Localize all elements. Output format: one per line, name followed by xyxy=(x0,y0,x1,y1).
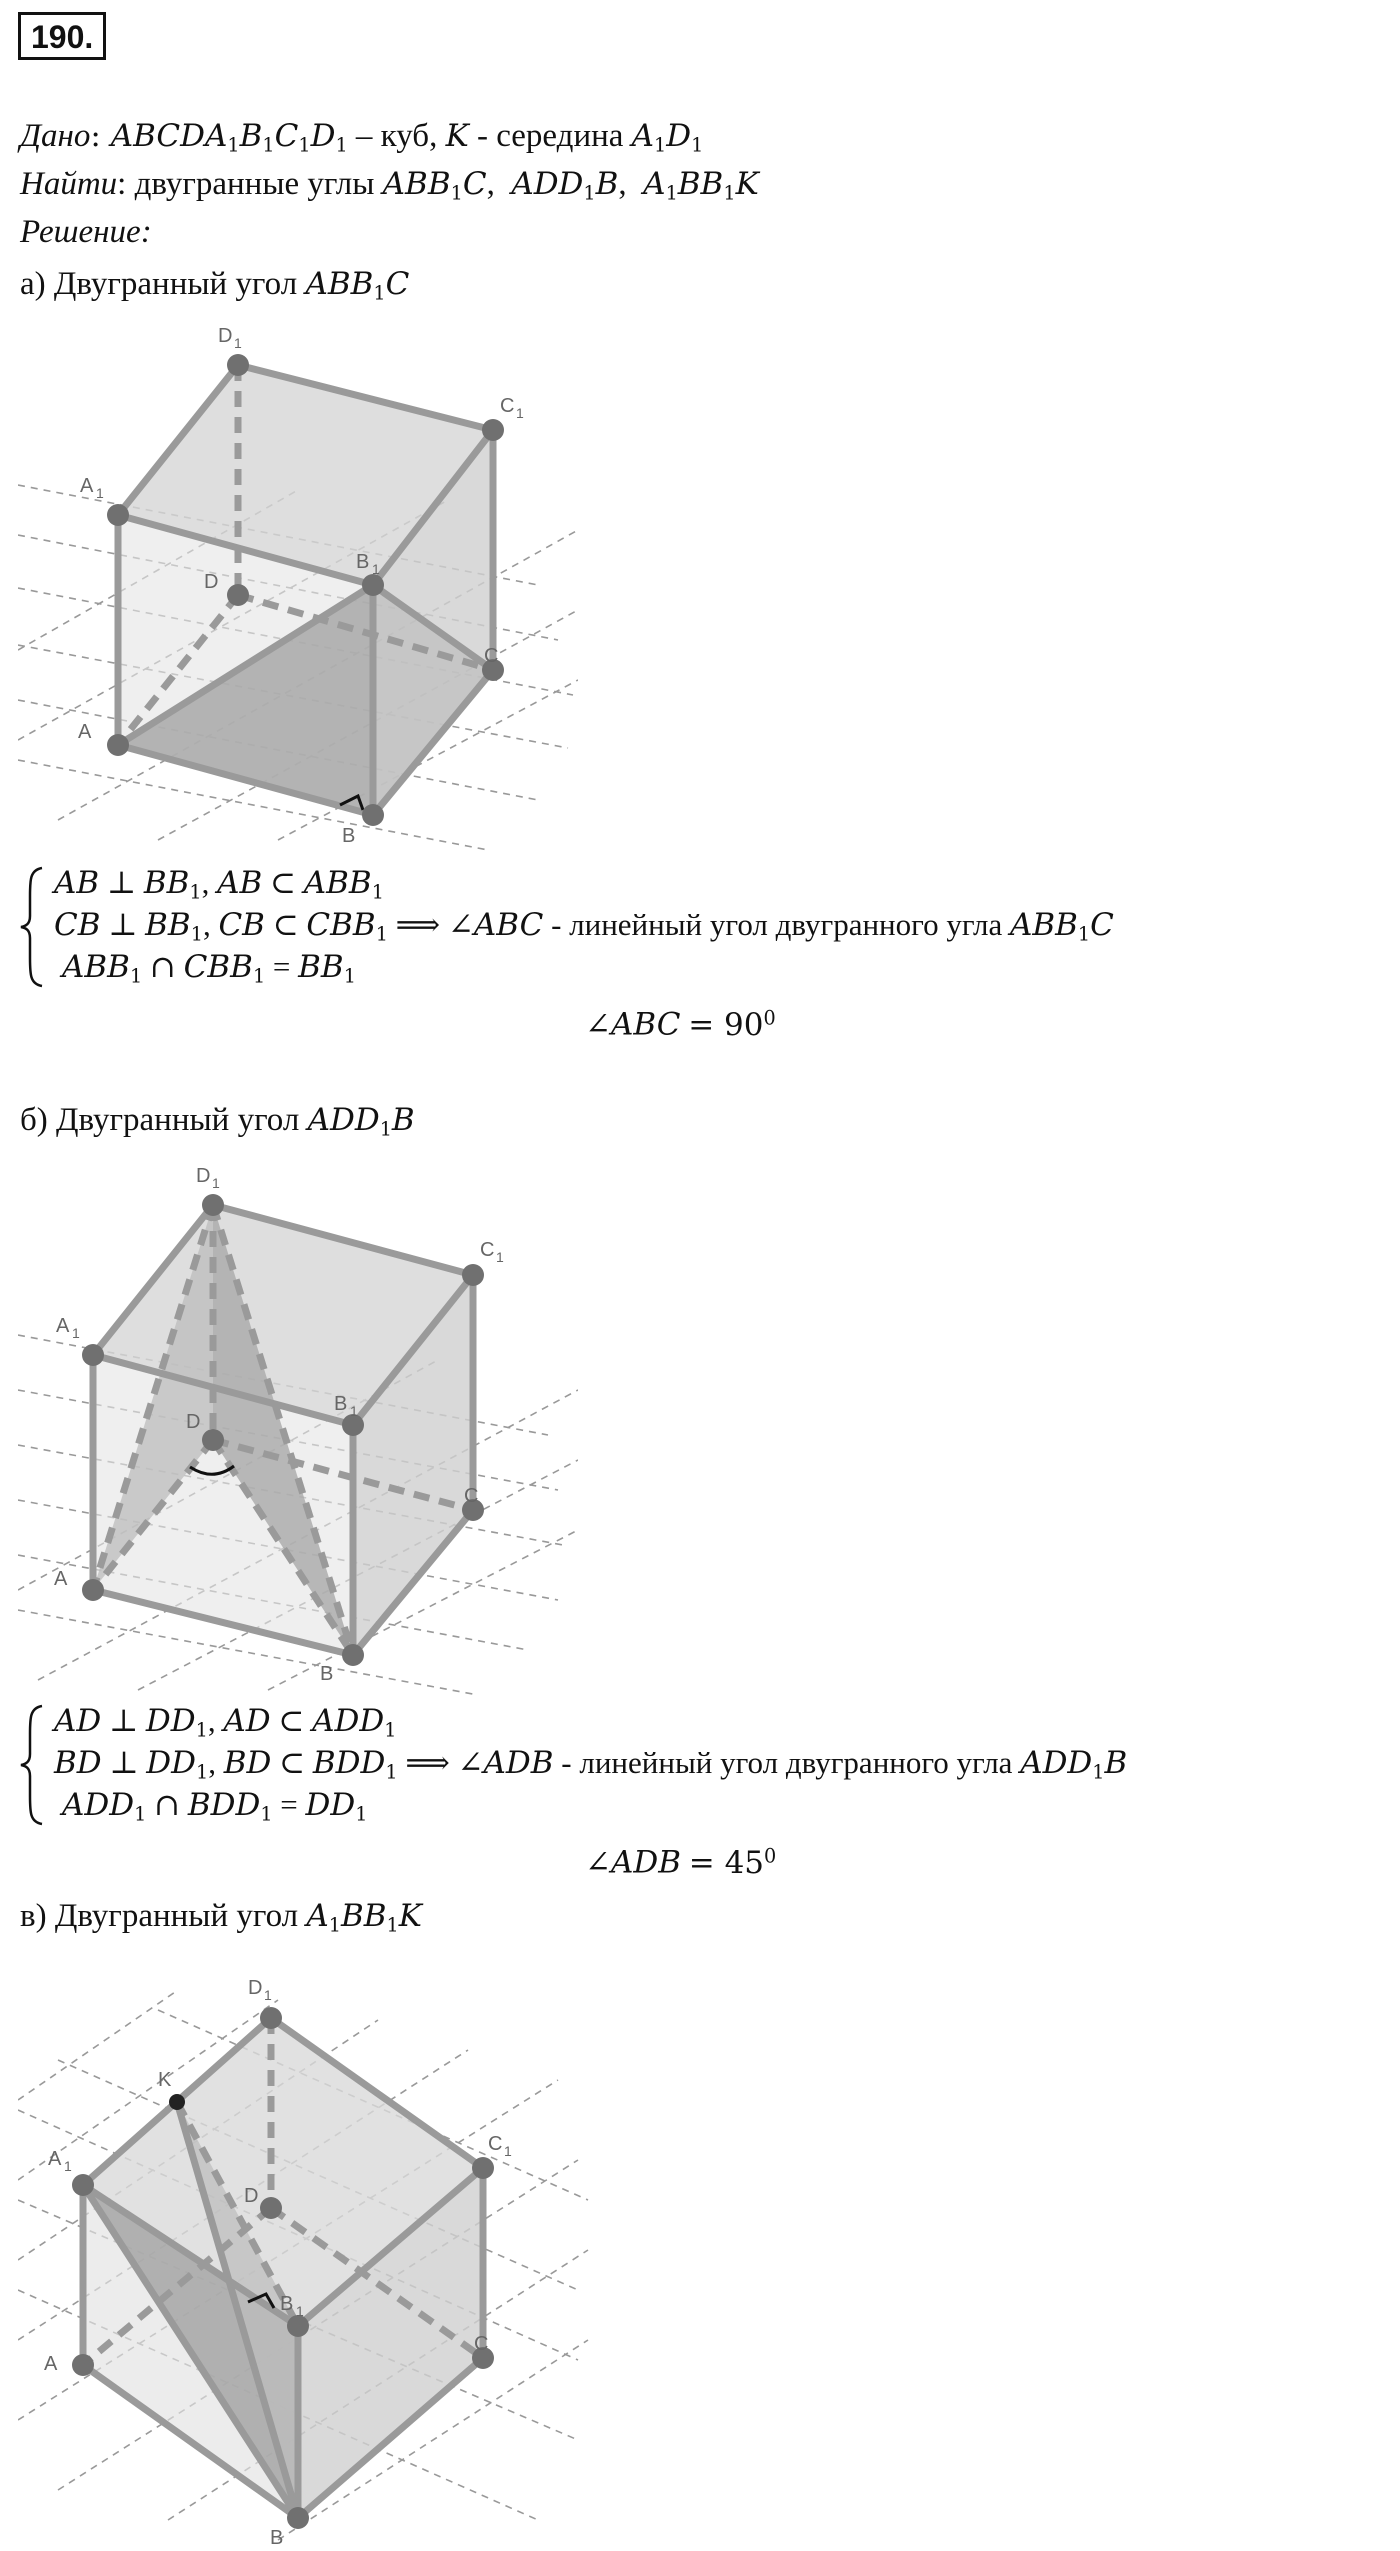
svg-text:1: 1 xyxy=(372,561,380,577)
svg-text:D: D xyxy=(244,2185,259,2207)
svg-text:1: 1 xyxy=(350,1403,358,1419)
svg-text:A: A xyxy=(44,2353,58,2375)
svg-text:A: A xyxy=(56,1315,70,1337)
part-b-heading: б) Двугранный угол $ADD_1B$ xyxy=(20,1102,415,1141)
svg-text:1: 1 xyxy=(504,2143,512,2159)
point-K xyxy=(169,2094,185,2110)
svg-text:1: 1 xyxy=(296,2303,304,2319)
svg-text:1: 1 xyxy=(96,485,104,501)
system-a-line-2: CB ⊥ $BB_1$, CB ⊂ $CBB_1$ ⟹ ∠ABC - линейный угол двугранного угла $ABB_1C$ xyxy=(54,907,1114,946)
svg-text:A: A xyxy=(48,2148,62,2170)
svg-text:D: D xyxy=(248,1977,263,1999)
svg-text:1: 1 xyxy=(72,1325,80,1341)
cube-figure-a xyxy=(18,320,578,860)
system-b xyxy=(18,1700,1378,1830)
svg-text:D: D xyxy=(204,571,219,593)
part-c-heading: в) Двугранный угол $A_1BB_1K$ xyxy=(20,1898,422,1937)
svg-text:C: C xyxy=(500,395,515,417)
svg-text:C: C xyxy=(484,645,499,667)
svg-text:C: C xyxy=(480,1239,495,1261)
system-b-line-2: BD ⊥ $DD_1$, BD ⊂ $BDD_1$ ⟹ ∠ADB - линейный угол двугранного угла $ADD_1B$ xyxy=(54,1745,1128,1784)
svg-text:D: D xyxy=(218,325,233,347)
svg-text:A: A xyxy=(54,1568,68,1590)
svg-text:C: C xyxy=(464,1485,479,1507)
svg-text:C: C xyxy=(488,2133,503,2155)
problem-number: 190. xyxy=(18,12,106,60)
svg-text:B: B xyxy=(280,2293,294,2315)
svg-text:B: B xyxy=(356,551,370,573)
given-line: Дано: $ABCDA_1B_1C_1D_1$ – куб, K - середина $A_1D_1$ xyxy=(20,118,704,157)
result-a: ∠ABC = $90^0$ xyxy=(585,1006,776,1043)
svg-text:1: 1 xyxy=(516,405,524,421)
label-A1: A xyxy=(80,475,94,497)
svg-text:D: D xyxy=(196,1165,211,1187)
svg-text:1: 1 xyxy=(212,1175,220,1191)
part-a-heading: а) Двугранный угол $ABB_1C$ xyxy=(20,266,410,305)
svg-text:B: B xyxy=(334,1393,348,1415)
cube-figure-b xyxy=(18,1160,578,1700)
svg-text:B: B xyxy=(270,2527,284,2549)
svg-text:C: C xyxy=(474,2333,489,2355)
system-a-line-1: AB ⊥ $BB_1$, AB ⊂ $ABB_1$ xyxy=(54,865,384,904)
find-label: Найти xyxy=(20,166,118,202)
svg-text:A: A xyxy=(78,721,92,743)
given-label: Дано xyxy=(20,118,91,154)
system-a-line-3: $ABB_1$ ∩ $CBB_1 = BB_1$ xyxy=(62,949,356,988)
system-b-line-3: $ADD_1$ ∩ $BDD_1 = DD_1$ xyxy=(62,1787,368,1826)
svg-text:1: 1 xyxy=(64,2158,72,2174)
system-a xyxy=(18,862,1378,992)
svg-text:B: B xyxy=(342,825,356,847)
cube-figure-c xyxy=(18,1960,598,2551)
solution-label: Решение: xyxy=(20,214,152,250)
svg-text:B: B xyxy=(320,1663,334,1685)
svg-text:D: D xyxy=(186,1411,201,1433)
system-brace-a xyxy=(18,866,48,988)
system-brace-b xyxy=(18,1704,48,1826)
label-K: K xyxy=(158,2069,172,2091)
find-line: Найти: двугранные углы $ABB_1C$, $ADD_1B$, $A_1BB_1K$ xyxy=(20,166,759,205)
svg-text:1: 1 xyxy=(264,1987,272,2003)
svg-text:1: 1 xyxy=(234,335,242,351)
result-b: ∠ADB = $45^0$ xyxy=(585,1844,777,1881)
system-b-line-1: AD ⊥ $DD_1$, AD ⊂ $ADD_1$ xyxy=(54,1703,397,1742)
svg-text:1: 1 xyxy=(496,1249,504,1265)
